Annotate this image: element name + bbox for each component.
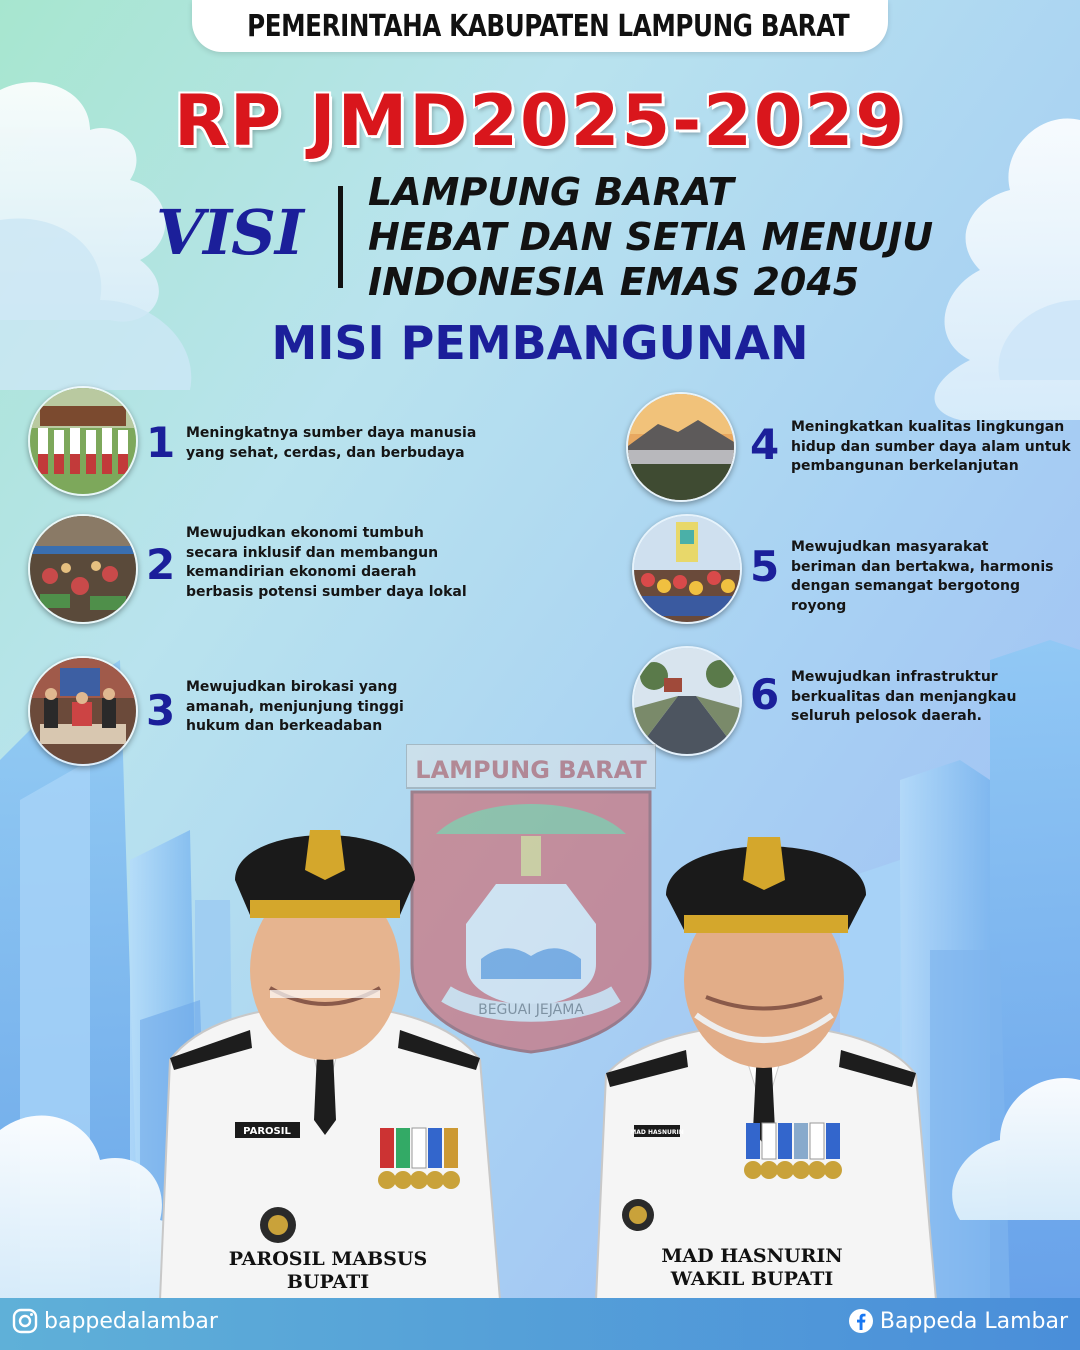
instagram-icon [12,1308,38,1334]
medal-ribbons [380,1128,458,1168]
bupati-nametag: PAROSIL [243,1126,291,1137]
mission-number: 5 [750,542,780,591]
wakil-bupati-name: MAD HASNURIN [661,1245,843,1267]
misi-title: MISI PEMBANGUNAN [271,316,809,370]
footer-bar [0,1298,1080,1350]
mission-text: Mewujudkan masyarakat beriman dan bertakwa, harmonis dengan semangat bergotong royong [791,539,1054,614]
visi-label: VISI [156,196,303,269]
signing-ceremony-photo [28,656,138,766]
mission-text: Meningkatkan kualitas lingkungan hidup dan sumber daya alam untuk pembangunan berkelanjutan [791,419,1071,474]
plan-title: RP JMD2025-2029 [173,80,907,162]
bupati-portrait [140,800,510,1300]
students-photo [28,386,138,496]
visi-line: INDONESIA EMAS 2045 [368,260,860,304]
facebook-link[interactable] [848,1308,1068,1334]
bupati-caption [178,1248,478,1294]
emblem-banner-text: LAMPUNG BARAT [415,756,647,784]
facebook-page: Bappeda Lambar [879,1308,1068,1334]
mission-number: 3 [146,686,176,735]
mission-number: 1 [146,418,176,467]
visi-statement [368,170,988,305]
instagram-handle: bappedalambar [44,1308,218,1334]
mountain-landscape-photo [626,392,736,502]
mission-text: Meningkatnya sumber daya manusia yang sehat, cerdas, dan berbudaya [186,425,477,461]
wakil-bupati-portrait [586,815,946,1300]
header-title: PEMERINTAHA KABUPATEN LAMPUNG BARAT [246,8,850,44]
header-bar [192,0,888,52]
mission-text: Mewujudkan ekonomi tumbuh secara inklusif dan membangun kemandirian ekonomi daerah berbasis potensi sumber daya lokal [186,525,467,600]
instagram-link[interactable] [12,1308,218,1334]
facebook-icon [848,1308,874,1334]
mission-number: 6 [750,670,780,719]
community-gathering-photo [632,514,742,624]
road-infrastructure-photo [632,646,742,756]
wakil-bupati-nametag: MAD HASNURIN [630,1129,684,1136]
bupati-name: PAROSIL MABSUS [228,1248,428,1270]
emblem-motto-text: BEGUAI JEJAMA [478,1002,584,1018]
visi-line: LAMPUNG BARAT [368,170,734,214]
mission-number: 4 [750,420,780,469]
mission-number: 2 [146,540,176,589]
market-photo [28,514,138,624]
bupati-title: BUPATI [286,1271,370,1293]
visi-divider [338,186,343,288]
visi-line: HEBAT DAN SETIA MENUJU [368,215,934,259]
wakil-bupati-caption [602,1245,902,1291]
wakil-bupati-title: WAKIL BUPATI [670,1268,834,1290]
mission-text: Mewujudkan infrastruktur berkualitas dan menjangkau seluruh pelosok daerah. [791,669,1017,724]
mission-text: Mewujudkan birokasi yang amanah, menjunjung tinggi hukum dan berkeadaban [186,679,404,734]
